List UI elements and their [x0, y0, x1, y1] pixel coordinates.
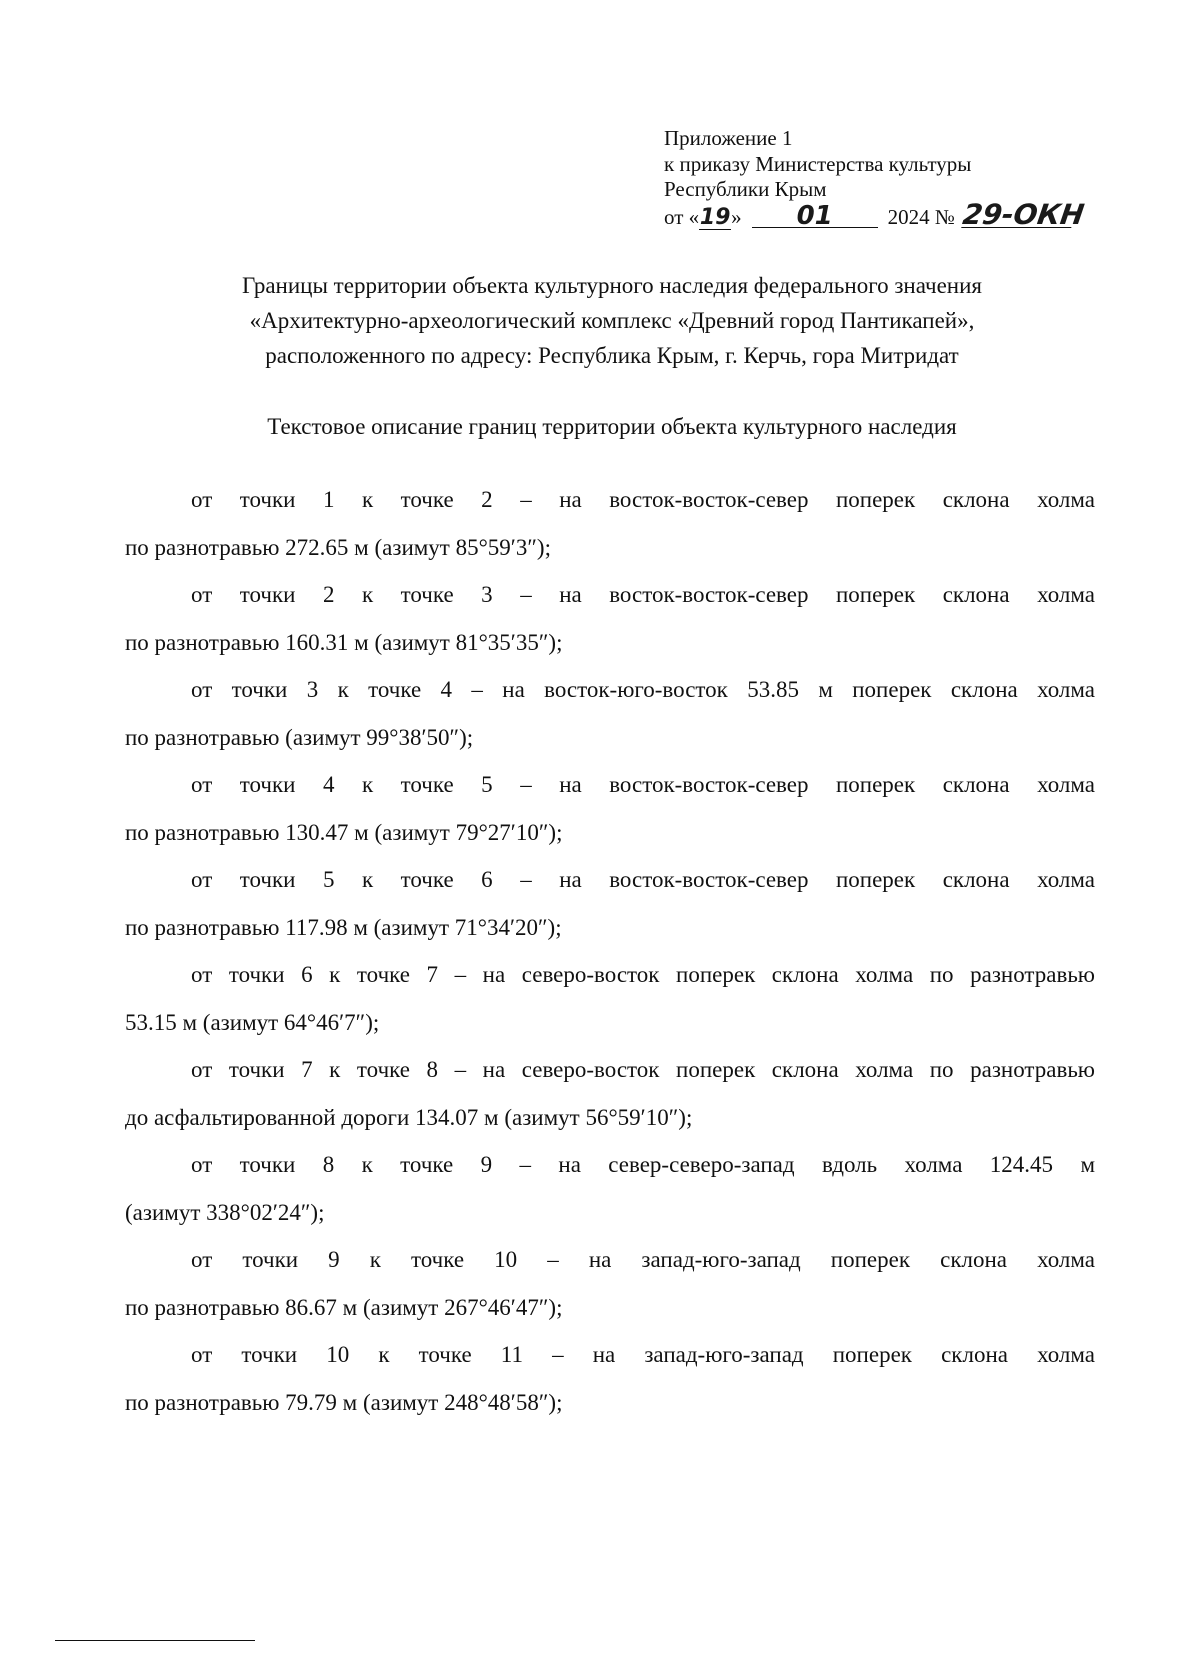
paragraph-continuation: по разнотравью 79.79 м (азимут 248°48′58″);	[125, 1389, 563, 1415]
boundary-paragraph	[125, 1141, 1095, 1236]
paragraph-continuation: по разнотравью 130.47 м (азимут 79°27′10″);	[125, 819, 563, 845]
paragraph-first-line: от точки 4 к точке 5 – на восток-восток-север поперек склона холма	[191, 772, 1095, 797]
title-line-1: Границы территории объекта культурного наследия федерального значения	[242, 273, 982, 298]
title-line-3: расположенного по адресу: Республика Крым, г. Керчь, гора Митридат	[265, 343, 959, 368]
paragraph-first-line: от точки 9 к точке 10 – на запад-юго-запад поперек склона холма	[191, 1247, 1095, 1272]
title-line-2: «Архитектурно-археологический комплекс «Древний город Пантикапей»,	[249, 308, 975, 333]
boundary-paragraph	[125, 951, 1095, 1046]
boundary-description	[125, 476, 1095, 1426]
appendix-line-2: к приказу Министерства культуры	[664, 151, 972, 176]
paragraph-first-line: от точки 7 к точке 8 – на северо-восток поперек склона холма по разнотравью	[191, 1057, 1095, 1082]
boundary-paragraph	[125, 1331, 1095, 1426]
paragraph-first-line: от точки 8 к точке 9 – на север-северо-запад вдоль холма 124.45 м	[191, 1152, 1095, 1177]
paragraph-first-line: от точки 1 к точке 2 – на восток-восток-север поперек склона холма	[191, 487, 1095, 512]
paragraph-continuation: по разнотравью 86.67 м (азимут 267°46′47″);	[125, 1294, 563, 1320]
appendix-line-3: Республики Крым	[664, 177, 827, 201]
boundary-paragraph	[125, 856, 1095, 951]
appendix-line-1: Приложение 1	[664, 126, 793, 150]
paragraph-continuation: 53.15 м (азимут 64°46′7″);	[125, 1009, 380, 1035]
boundary-paragraph	[125, 1046, 1095, 1141]
paragraph-continuation: по разнотравью 117.98 м (азимут 71°34′20″);	[125, 914, 562, 940]
paragraph-continuation: по разнотравью 272.65 м (азимут 85°59′3″);	[125, 534, 551, 560]
boundary-paragraph	[125, 666, 1095, 761]
boundary-paragraph	[125, 476, 1095, 571]
order-number-handwritten: 29-ОКН	[960, 197, 1087, 231]
boundary-paragraph	[125, 1236, 1095, 1331]
paragraph-first-line: от точки 3 к точке 4 – на восток-юго-восток 53.85 м поперек склона холма	[191, 677, 1095, 702]
date-month-handwritten: 01	[752, 205, 878, 228]
boundary-paragraph	[125, 761, 1095, 856]
paragraph-first-line: от точки 10 к точке 11 – на запад-юго-запад поперек склона холма	[191, 1342, 1095, 1367]
paragraph-first-line: от точки 2 к точке 3 – на восток-восток-север поперек склона холма	[191, 582, 1095, 607]
paragraph-continuation: (азимут 338°02′24″);	[125, 1199, 325, 1225]
date-day-handwritten: 19	[699, 204, 731, 230]
paragraph-first-line: от точки 6 к точке 7 – на северо-восток поперек склона холма по разнотравью	[191, 962, 1095, 987]
date-year-and-number-label: 2024 №	[887, 204, 955, 229]
section-subtitle: Текстовое описание границ территории объекта культурного наследия	[267, 414, 957, 439]
boundary-paragraph	[125, 571, 1095, 666]
date-quote-close: »	[731, 204, 742, 229]
order-date-row	[664, 197, 1104, 231]
footnote-divider	[55, 1640, 255, 1641]
paragraph-first-line: от точки 5 к точке 6 – на восток-восток-север поперек склона холма	[191, 867, 1095, 892]
document-title	[120, 268, 1104, 373]
paragraph-continuation: по разнотравью (азимут 99°38′50″);	[125, 724, 474, 750]
date-prefix: от «	[664, 204, 700, 229]
appendix-header	[664, 126, 1104, 230]
paragraph-continuation: по разнотравью 160.31 м (азимут 81°35′35″);	[125, 629, 563, 655]
paragraph-continuation: до асфальтированной дороги 134.07 м (азимут 56°59′10″);	[125, 1104, 693, 1130]
